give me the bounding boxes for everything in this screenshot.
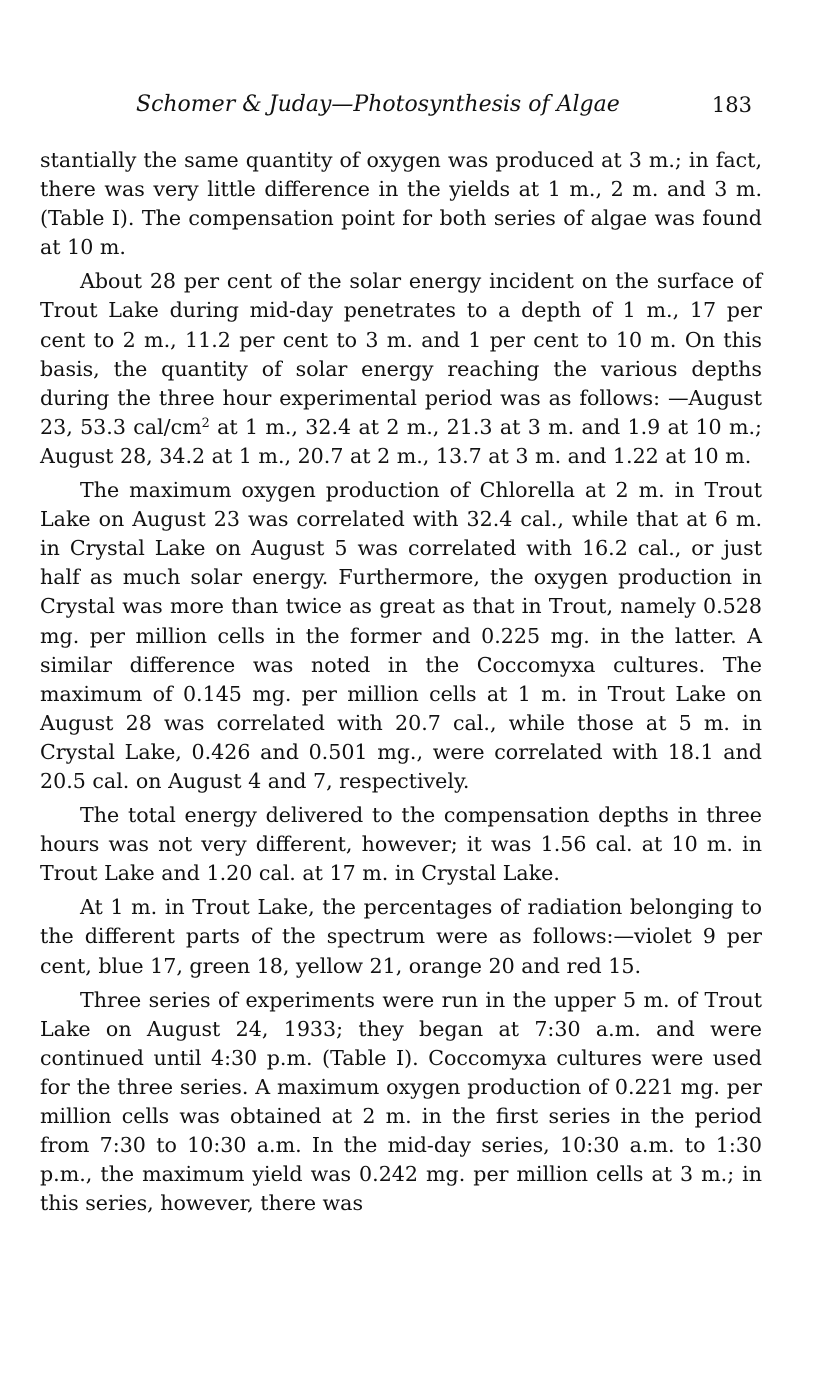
body-text (40, 146, 762, 1223)
page-number: 183 (711, 93, 752, 117)
paragraph-text: at 1 m., 32.4 at 2 m., 21.3 at 3 m. and 1.9 at 10 m.; August 28, 34.2 at 1 m., 20.7 at 2 m., 13.7 at 3 m. and 1.22 at 10 m. (40, 414, 762, 468)
paragraph-total-energy: The total energy delivered to the compensation depths in three hours was not very different, however; it was 1.56 cal. at 10 m. in Trout Lake and 1.20 cal. at 17 m. in Crystal Lake. (40, 803, 762, 886)
running-head (40, 90, 752, 122)
paragraph-text: About 28 per cent of the solar energy incident on the surface of Trout Lake during mid-day penetrates to a depth of 1 m., 17 per cent to 2 m., 11.2 per cent to 3 m. and 1 per cent to 10 m. On this basis, the quantity of solar energy reaching the various depths during the three hour experimental period was as follows: —August 23, 53.3 cal/cm (40, 269, 762, 439)
paragraph-three-series: Three series of experiments were run in the upper 5 m. of Trout Lake on August 24, 1933; they began at 7:30 a.m. and were continued until 4:30 p.m. (Table I). Coccomyxa cultures were used for the three series. A maximum oxygen production of 0.221 mg. per million cells was obtained at 2 m. in the first series in the period from 7:30 to 10:30 a.m. In the mid-day series, 10:30 a.m. to 1:30 p.m., the maximum yield was 0.242 mg. per million cells at 3 m.; in this series, however, there was (40, 987, 762, 1216)
running-title: Schomer & Juday—Photosynthesis of Algae (136, 92, 620, 117)
paragraph-continuation: stantially the same quantity of oxygen was produced at 3 m.; in fact, there was very little difference in the yields at 1 m., 2 m. and 3 m. (Table I). The compensation point for both series of algae was found at 10 m. (40, 148, 762, 260)
paragraph-radiation-percentages: At 1 m. in Trout Lake, the percentages of radiation belonging to the different parts of the spectrum were as follows:—violet 9 per cent, blue 17, green 18, yellow 21, orange 20 and red 15. (40, 895, 762, 978)
paragraph-maximum-oxygen: The maximum oxygen production of Chlorella at 2 m. in Trout Lake on August 23 was correlated with 32.4 cal., while that at 6 m. in Crystal Lake on August 5 was correlated with 16.2 cal., or just half as much solar energy. Furthermore, the oxygen production in Crystal was more than twice as great as that in Trout, namely 0.528 mg. per million cells in the former and 0.225 mg. in the latter. A similar difference was noted in the Coccomyxa cultures. The maximum of 0.145 mg. per million cells at 1 m. in Trout Lake on August 28 was correlated with 20.7 cal., while those at 5 m. in Crystal Lake, 0.426 and 0.501 mg., were correlated with 18.1 and 20.5 cal. on August 4 and 7, respectively. (40, 478, 762, 793)
superscript: 2 (201, 415, 210, 431)
paragraph-solar-energy (40, 267, 762, 471)
